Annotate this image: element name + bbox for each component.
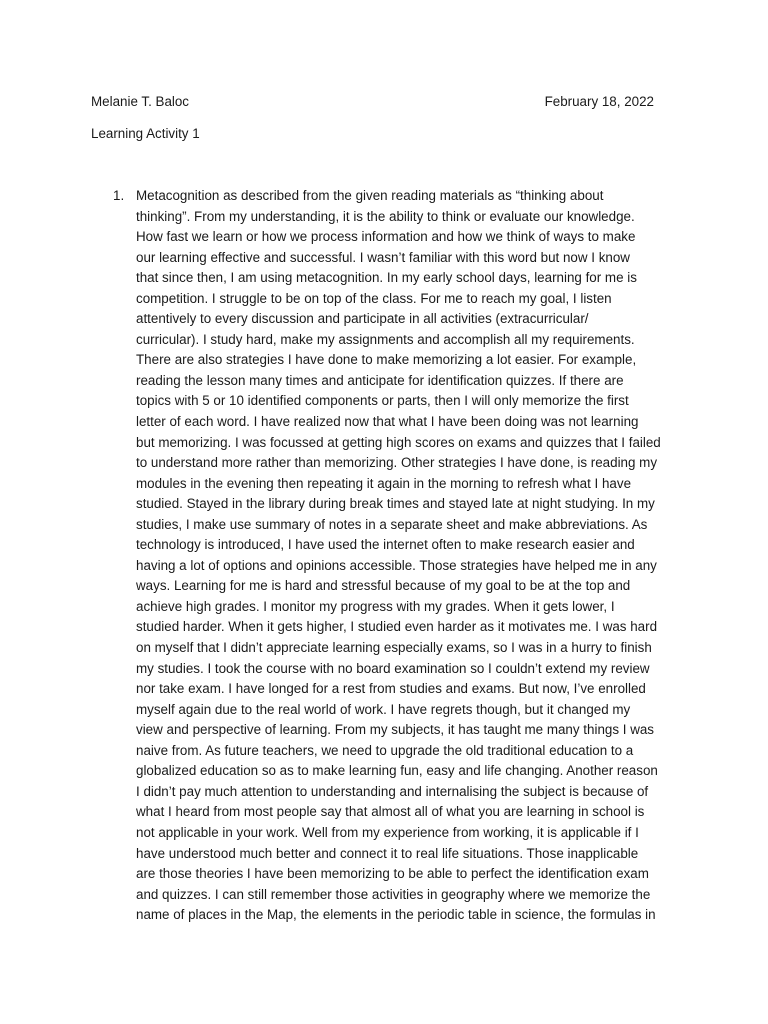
paragraph-line: naive from. As future teachers, we need to upgrade the old traditional education to a: [136, 742, 634, 758]
paragraph-line: have understood much better and connect it to real life situations. Those inapplicable: [136, 845, 639, 861]
paragraph-line: studied harder. When it gets higher, I studied even harder as it motivates me. I was hard: [136, 619, 658, 635]
paragraph-line: Metacognition as described from the given reading materials as “thinking about: [136, 188, 604, 203]
document-date: February 18, 2022: [544, 94, 654, 109]
paragraph-line: technology is introduced, I have used the internet often to make research easier and: [136, 537, 635, 553]
activity-title: Learning Activity 1: [91, 126, 200, 141]
paragraph-line: ways. Learning for me is hard and stressful because of my goal to be at the top and: [136, 578, 631, 594]
paragraph-line: nor take exam. I have longed for a rest from studies and exams. But now, I’ve enrolled: [136, 681, 646, 697]
paragraph-line: I didn’t pay much attention to understanding and internalising the subject is because of: [136, 783, 649, 799]
paragraph-line: modules in the evening then repeating it again in the morning to refresh what I have: [136, 475, 632, 491]
paragraph-line: to understand more rather than memorizing. Other strategies I have done, is reading my: [136, 455, 658, 471]
paragraph-line: what I heard from most people say that almost all of what you are learning in school is: [136, 804, 645, 820]
paragraph-line: but memorizing. I was focussed at getting high scores on exams and quizzes that I failed: [136, 434, 661, 450]
paragraph-line: competition. I struggle to be on top of the class. For me to reach my goal, I listen: [136, 290, 612, 306]
list-number: 1.: [113, 188, 125, 203]
paragraph-line: on myself that I didn’t appreciate learning especially exams, so I was in a hurry to finish: [136, 640, 652, 656]
paragraph-line: There are also strategies I have done to make memorizing a lot easier. For example,: [136, 352, 637, 368]
paragraph-line: view and perspective of learning. From my subjects, it has taught me many things I was: [136, 722, 655, 738]
paragraph-line: and quizzes. I can still remember those activities in geography where we memorize the: [136, 886, 651, 902]
author-name: Melanie T. Baloc: [91, 94, 190, 109]
paragraph-line: thinking”. From my understanding, it is the ability to think or evaluate our knowledge.: [136, 208, 635, 224]
paragraph-line: myself again due to the real world of work. I have regrets though, but it changed my: [136, 701, 631, 717]
paragraph-line: are those theories I have been memorizing to be able to perfect the identification exam: [136, 866, 649, 882]
paragraph-line: globalized education so as to make learning fun, easy and life changing. Another reason: [136, 763, 658, 779]
paragraph-line: achieve high grades. I monitor my progress with my grades. When it gets lower, I: [136, 598, 615, 614]
paragraph-line: reading the lesson many times and anticipate for identification quizzes. If there are: [136, 372, 624, 388]
paragraph-line: studied. Stayed in the library during break times and stayed late at night studying. In my: [136, 496, 655, 512]
paragraph-line: not applicable in your work. Well from my experience from working, it is applicable if I: [136, 824, 639, 840]
answer-paragraph: [136, 186, 682, 926]
paragraph-line: attentively to every discussion and participate in all activities (extracurricular/: [136, 311, 589, 327]
paragraph-line: How fast we learn or how we process information and how we think of ways to make: [136, 229, 636, 245]
paragraph-line: curricular). I study hard, make my assignments and accomplish all my requirements.: [136, 331, 635, 347]
paragraph-line: our learning effective and successful. I wasn’t familiar with this word but now I know: [136, 249, 630, 265]
paragraph-line: letter of each word. I have realized now that what I have been doing was not learning: [136, 414, 639, 430]
paragraph-line: my studies. I took the course with no board examination so I couldn’t extend my review: [136, 660, 650, 676]
paragraph-line: topics with 5 or 10 identified components or parts, then I will only memorize the first: [136, 393, 629, 409]
paragraph-line: studies, I make use summary of notes in a separate sheet and make abbreviations. As: [136, 516, 648, 532]
paragraph-line: that since then, I am using metacognition. In my early school days, learning for me is: [136, 270, 637, 286]
paragraph-line: having a lot of options and opinions accessible. Those strategies have helped me in any: [136, 557, 657, 573]
paragraph-line: name of places in the Map, the elements in the periodic table in science, the formulas in: [136, 907, 656, 923]
